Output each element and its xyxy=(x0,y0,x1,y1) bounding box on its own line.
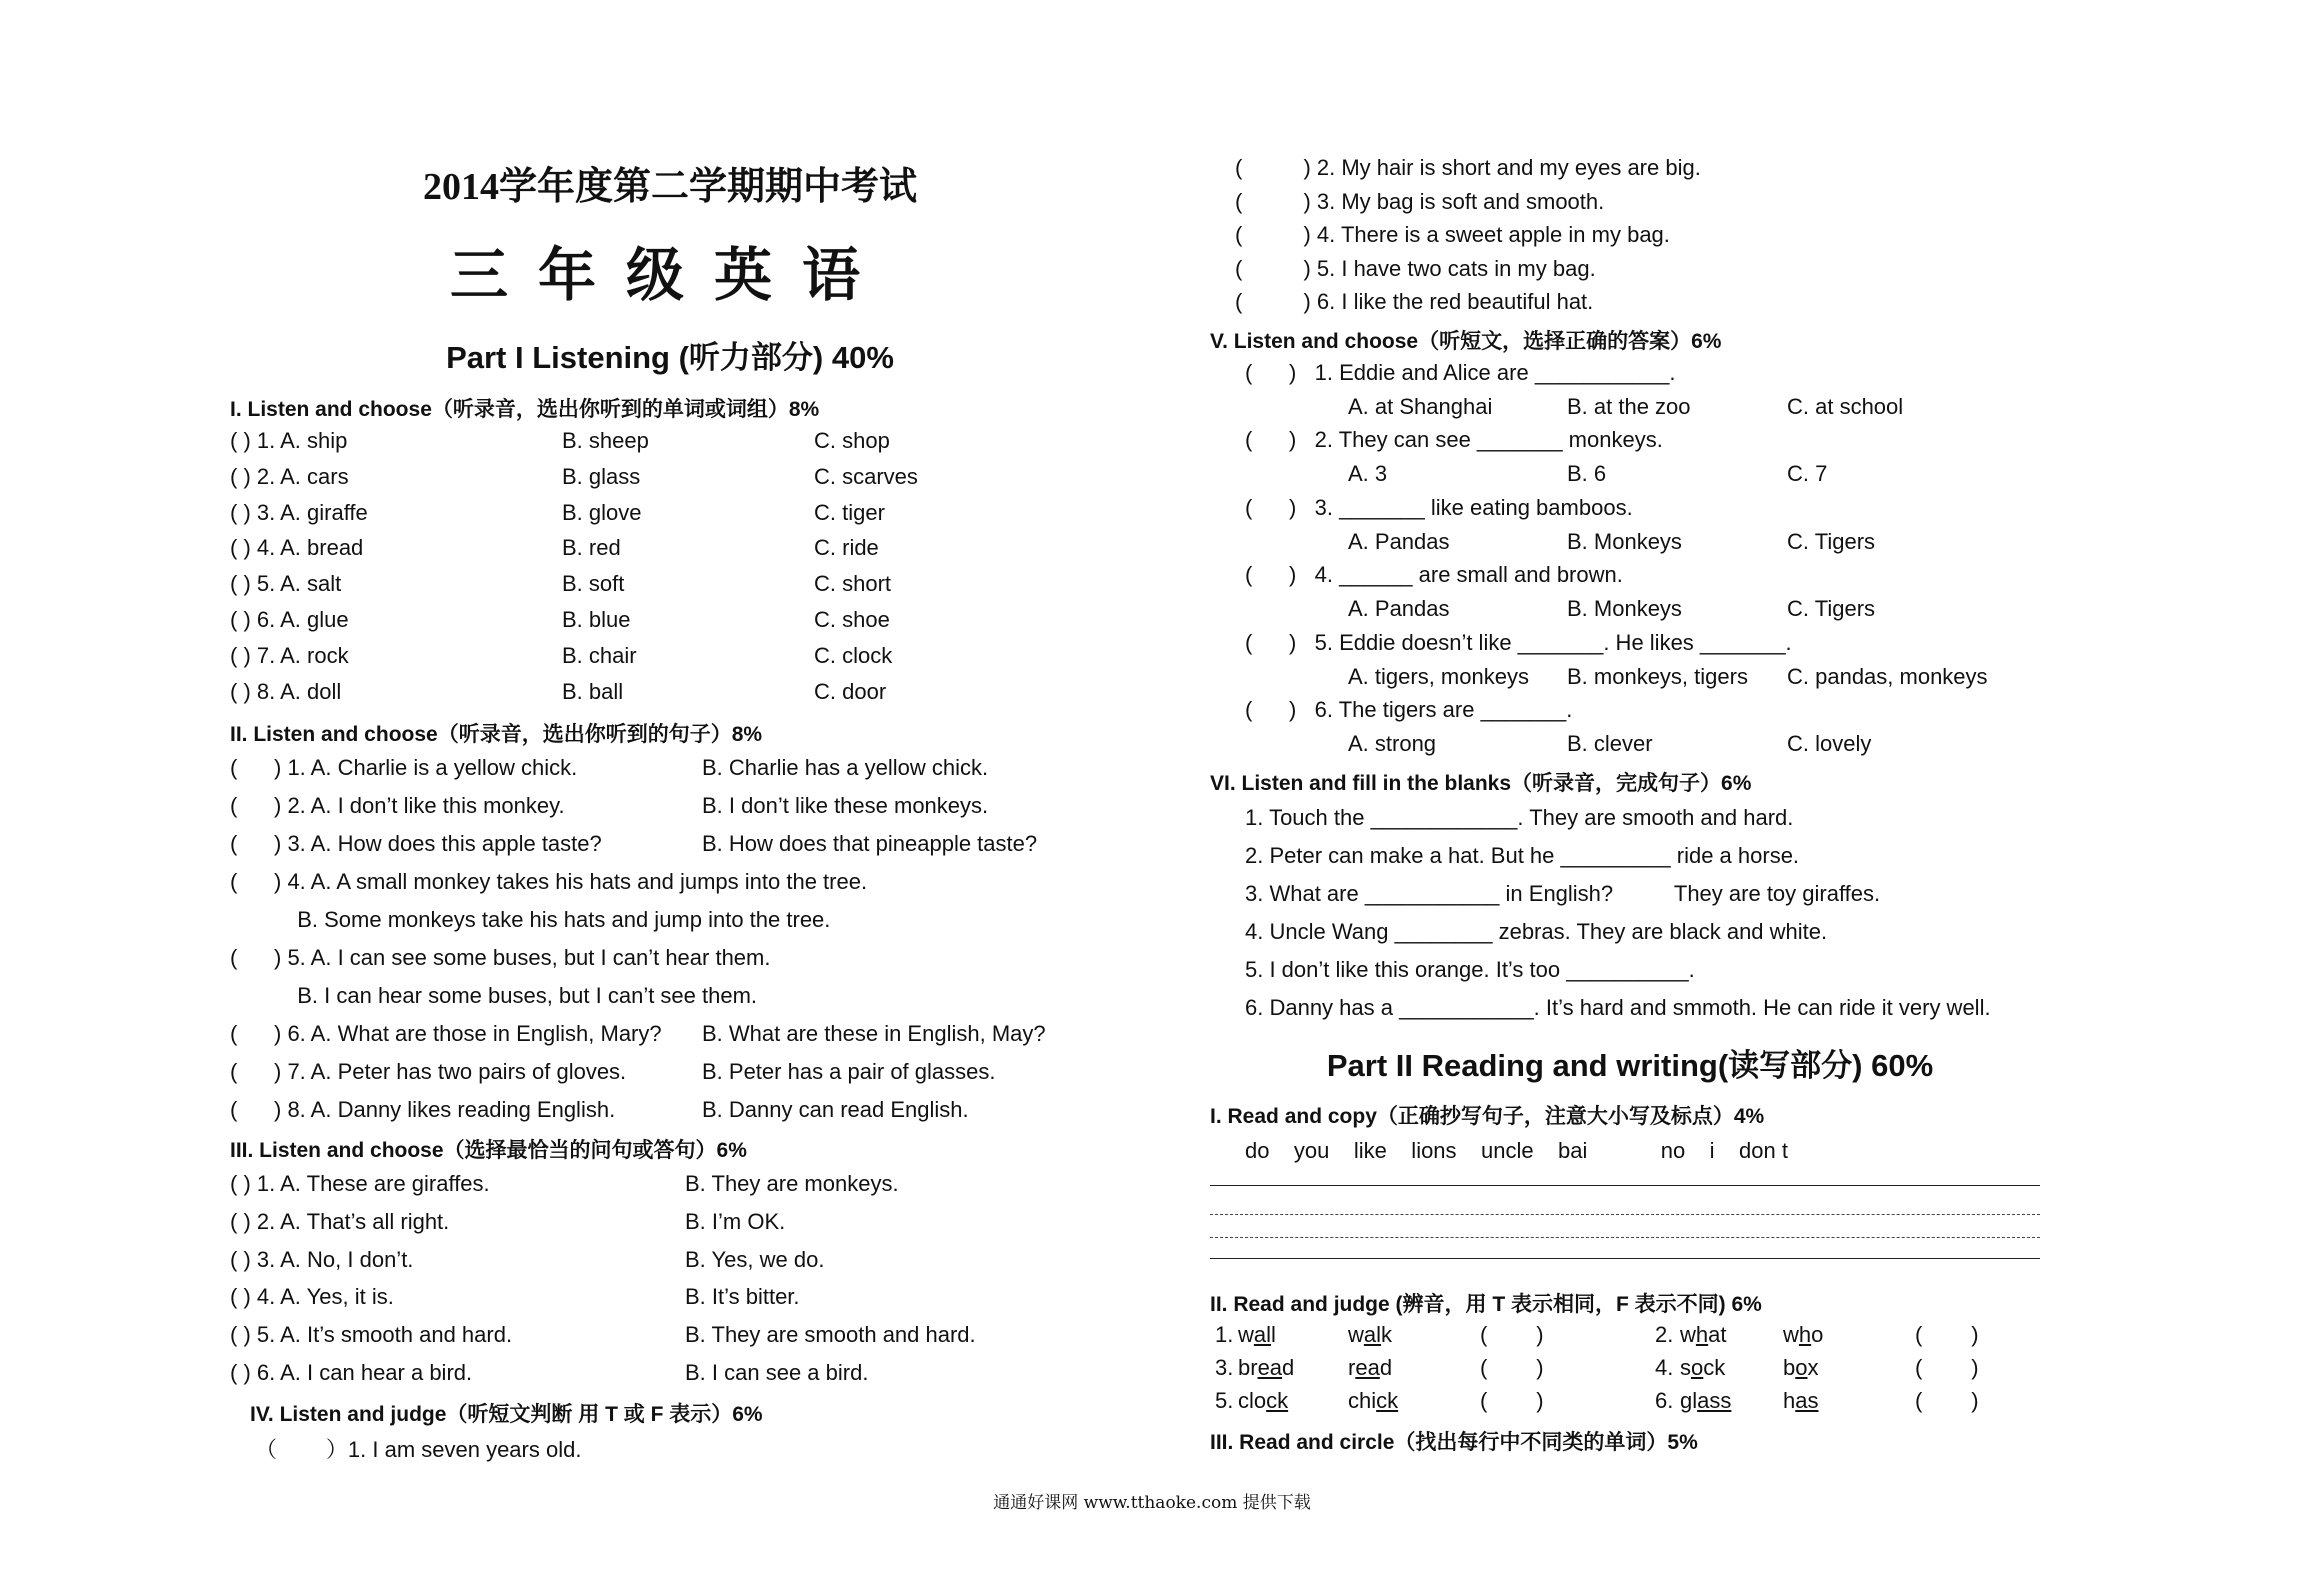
option-b: B. They are monkeys. xyxy=(685,1171,899,1196)
underlined-letters: ass xyxy=(1697,1388,1732,1413)
option-a: A. tigers, monkeys xyxy=(1348,663,1529,689)
option-b: B. Monkeys xyxy=(1567,528,1682,554)
word-part: w xyxy=(1238,1322,1254,1347)
choice-row xyxy=(230,571,1080,599)
phonics-row xyxy=(1210,1322,2070,1350)
option-a: ( ) 2. A. That’s all right. xyxy=(230,1208,450,1234)
option-c: C. 7 xyxy=(1787,461,1828,487)
option-b: B. What are these in English, May? xyxy=(702,1021,1046,1046)
answer-options xyxy=(1210,731,2070,759)
option-a: B. Some monkeys take his hats and jump into the tree. xyxy=(230,907,831,932)
word-part: h xyxy=(1783,1388,1796,1413)
exam-title: 2014学年度第二学期期中考试 xyxy=(422,166,917,208)
word-part: r xyxy=(1348,1355,1356,1380)
sentence-row xyxy=(230,1059,1080,1087)
fill-blank-item: 4. Uncle Wang ________ zebras. They are black and white. xyxy=(1245,919,1828,944)
section-heading: I. Listen and choose（听录音，选出你听到的单词或词组）8% xyxy=(230,398,820,421)
question: ( ) 5. Eddie doesn’t like _______. He likes _______. xyxy=(1245,629,1792,655)
section-heading: II. Listen and choose（听录音，选出你听到的句子）8% xyxy=(230,723,763,746)
option-a: A. at Shanghai xyxy=(1348,394,1493,419)
option-b: B. How does that pineapple taste? xyxy=(702,831,1038,856)
option-a: ( ) 6. A. What are those in English, Mary? xyxy=(230,1021,662,1046)
option-a: ( ) 5. A. salt xyxy=(230,571,342,597)
sentence-row xyxy=(230,1171,1080,1199)
question: ( ) 6. The tigers are _______. xyxy=(1245,697,1573,722)
option-b: B. I’m OK. xyxy=(685,1208,786,1234)
writing-line xyxy=(1210,1214,2040,1215)
option-b: B. chair xyxy=(562,642,637,668)
item-number: 2. xyxy=(1655,1322,1674,1347)
item-number: 1. xyxy=(1215,1322,1234,1347)
option-a: ( ) 7. A. rock xyxy=(230,642,349,668)
word-part: x xyxy=(1807,1355,1819,1380)
option-a: ( ) 2. A. cars xyxy=(230,463,349,489)
answer-paren: ( ) xyxy=(1480,1355,1544,1380)
option-a: ( ) 8. A. Danny likes reading English. xyxy=(230,1097,616,1122)
option-c: C. at school xyxy=(1787,394,1904,419)
option-b: B. at the zoo xyxy=(1567,394,1691,419)
fill-blank-item: 2. Peter can make a hat. But he _________ ride a horse. xyxy=(1245,843,1800,868)
option-a: ( ) 2. A. I don’t like this monkey. xyxy=(230,793,565,818)
word-part: ck xyxy=(1703,1355,1726,1380)
word-part: chi xyxy=(1348,1388,1377,1413)
option-b: B. I don’t like these monkeys. xyxy=(702,793,989,818)
answer-options xyxy=(1210,529,2070,557)
word-part: w xyxy=(1783,1322,1799,1347)
option-c: C. Tigers xyxy=(1787,528,1876,554)
sentence-row xyxy=(230,945,1080,973)
option-c: C. pandas, monkeys xyxy=(1787,663,1988,689)
sentence-row xyxy=(230,755,1080,783)
option-c: C. clock xyxy=(814,642,893,668)
option-a: ( ) 1. A. Charlie is a yellow chick. xyxy=(230,755,578,780)
option-a: A. strong xyxy=(1348,731,1437,756)
fill-blank-item: 1. Touch the ____________. They are smooth and hard. xyxy=(1245,805,1794,830)
underlined-letters: ck xyxy=(1376,1388,1399,1413)
underlined-letters: al xyxy=(1253,1322,1272,1347)
phonics-row xyxy=(1210,1388,2070,1416)
word-2 xyxy=(1348,1322,1392,1348)
judge-item: ( ) 2. My hair is short and my eyes are big. xyxy=(1235,155,1701,180)
item-number: 5. xyxy=(1215,1388,1234,1413)
word-2 xyxy=(1783,1388,1819,1414)
word-2 xyxy=(1348,1388,1398,1414)
option-b: B. blue xyxy=(562,607,631,632)
option-a: ( ) 5. A. I can see some buses, but I can’t hear them. xyxy=(230,945,771,970)
sentence-row xyxy=(230,1021,1080,1049)
judge-item: （ ）1. I am seven years old. xyxy=(255,1437,582,1462)
question: ( ) 3. _______ like eating bamboos. xyxy=(1245,494,1633,520)
word-1 xyxy=(1238,1355,1294,1381)
underlined-letters: al xyxy=(1363,1322,1382,1347)
option-a: ( ) 3. A. No, I don’t. xyxy=(230,1246,414,1272)
answer-paren: ( ) xyxy=(1915,1322,1979,1347)
sentence-row xyxy=(230,1322,1080,1350)
underlined-letters: ck xyxy=(1266,1388,1289,1413)
word-part: l xyxy=(1271,1322,1276,1347)
option-c: C. short xyxy=(814,571,892,597)
underlined-letters: as xyxy=(1795,1388,1819,1413)
fill-blank-item: 5. I don’t like this orange. It’s too __________. xyxy=(1245,957,1695,982)
answer-options xyxy=(1210,394,2070,422)
item-number: 3. xyxy=(1215,1355,1234,1380)
judge-item: ( ) 5. I have two cats in my bag. xyxy=(1235,256,1596,281)
sentence-row xyxy=(230,983,1080,1011)
option-b: B. sheep xyxy=(562,428,649,453)
word-part: at xyxy=(1708,1322,1727,1347)
word-1 xyxy=(1238,1322,1276,1348)
option-b: B. It’s bitter. xyxy=(685,1284,800,1310)
part1-title: Part I Listening (听力部分) 40% xyxy=(446,340,894,375)
option-c: C. ride xyxy=(814,535,879,561)
phonics-row xyxy=(1210,1355,2070,1383)
sentence-row xyxy=(230,1284,1080,1312)
section-heading: VI. Listen and fill in the blanks（听录音，完成句子）6% xyxy=(1210,772,1752,795)
underlined-letters: ea xyxy=(1257,1355,1283,1380)
option-b: B. They are smooth and hard. xyxy=(685,1322,976,1348)
option-a: ( ) 6. A. glue xyxy=(230,607,349,632)
footer-credit: 通通好课网 www.tthaoke.com 提供下载 xyxy=(993,1493,1311,1513)
option-a: A. 3 xyxy=(1348,461,1388,487)
option-a: A. Pandas xyxy=(1348,528,1450,554)
option-c: C. scarves xyxy=(814,463,918,489)
sentence-row xyxy=(230,831,1080,859)
judge-item: ( ) 4. There is a sweet apple in my bag. xyxy=(1235,222,1670,247)
section-heading: I. Read and copy（正确抄写句子，注意大小写及标点）4% xyxy=(1210,1105,1765,1128)
question: ( ) 1. Eddie and Alice are ___________. xyxy=(1245,360,1676,385)
word-2 xyxy=(1783,1355,1819,1381)
answer-options xyxy=(1210,596,2070,624)
word-1 xyxy=(1680,1388,1731,1414)
option-b: B. ball xyxy=(562,678,624,704)
option-b: B. 6 xyxy=(1567,461,1607,487)
option-a: ( ) 4. A. Yes, it is. xyxy=(230,1284,394,1310)
sentence-row xyxy=(230,907,1080,935)
word-part: clo xyxy=(1238,1388,1267,1413)
option-b: B. red xyxy=(562,535,621,561)
item-number: 4. xyxy=(1655,1355,1674,1380)
option-b: B. Yes, we do. xyxy=(685,1246,825,1272)
word-part: w xyxy=(1680,1322,1696,1347)
sentence-row xyxy=(230,793,1080,821)
choice-row xyxy=(230,500,1080,528)
option-b: B. glove xyxy=(562,499,642,525)
choice-row xyxy=(230,607,1080,635)
word-part: d xyxy=(1379,1355,1393,1380)
writing-line xyxy=(1210,1237,2040,1238)
option-a: ( ) 1. A. These are giraffes. xyxy=(230,1171,490,1196)
word-part: br xyxy=(1238,1355,1258,1380)
option-a: ( ) 1. A. ship xyxy=(230,428,348,453)
part2-title: Part II Reading and writing(读写部分) 60% xyxy=(1326,1048,1934,1083)
option-c: C. tiger xyxy=(814,499,885,525)
word-part: w xyxy=(1348,1322,1364,1347)
word-1 xyxy=(1680,1322,1727,1348)
option-c: C. Tigers xyxy=(1787,596,1876,622)
option-a: ( ) 8. A. doll xyxy=(230,678,342,704)
fill-blank-item: 3. What are ___________ in English? They are toy giraffes. xyxy=(1245,881,1881,906)
option-c: C. shoe xyxy=(814,607,890,632)
choice-row xyxy=(230,643,1080,671)
option-b: B. glass xyxy=(562,463,641,489)
option-b: B. Peter has a pair of glasses. xyxy=(702,1059,996,1084)
answer-paren: ( ) xyxy=(1480,1388,1544,1413)
underlined-letters: h xyxy=(1695,1322,1709,1347)
option-b: B. Monkeys xyxy=(1567,596,1682,622)
sentence-row xyxy=(230,1209,1080,1237)
sentence-row xyxy=(230,869,1080,897)
word-2 xyxy=(1783,1322,1823,1348)
underlined-letters: o xyxy=(1691,1355,1704,1380)
writing-line xyxy=(1210,1258,2040,1259)
option-a: ( ) 3. A. giraffe xyxy=(230,499,368,525)
option-b: B. Charlie has a yellow chick. xyxy=(702,755,989,780)
option-a: ( ) 7. A. Peter has two pairs of gloves. xyxy=(230,1059,627,1084)
copy-words: do you like lions uncle bai no i don t xyxy=(1245,1138,1788,1163)
answer-paren: ( ) xyxy=(1915,1388,1979,1413)
sentence-row xyxy=(230,1097,1080,1125)
option-b: B. I can see a bird. xyxy=(685,1360,869,1385)
option-a: B. I can hear some buses, but I can’t see them. xyxy=(230,983,758,1008)
word-1 xyxy=(1680,1355,1725,1381)
choice-row xyxy=(230,679,1080,707)
option-c: C. door xyxy=(814,678,887,704)
item-number: 6. xyxy=(1655,1388,1674,1413)
section-heading: IV. Listen and judge（听短文判断 用 T 或 F 表示）6% xyxy=(250,1403,763,1426)
word-part: k xyxy=(1381,1322,1393,1347)
option-b: B. Danny can read English. xyxy=(702,1097,969,1122)
underlined-letters: h xyxy=(1798,1322,1812,1347)
answer-paren: ( ) xyxy=(1480,1322,1544,1347)
option-a: ( ) 3. A. How does this apple taste? xyxy=(230,831,602,856)
option-a: ( ) 4. A. bread xyxy=(230,535,364,561)
option-a: ( ) 6. A. I can hear a bird. xyxy=(230,1360,473,1385)
answer-options xyxy=(1210,664,2070,692)
question: ( ) 2. They can see _______ monkeys. xyxy=(1245,427,1663,453)
option-b: B. clever xyxy=(1567,731,1653,756)
word-part: gl xyxy=(1680,1388,1698,1413)
word-2 xyxy=(1348,1355,1392,1381)
underlined-letters: o xyxy=(1795,1355,1808,1380)
option-c: C. shop xyxy=(814,428,890,453)
word-part: b xyxy=(1783,1355,1796,1380)
fill-blank-item: 6. Danny has a ___________. It’s hard and smmoth. He can ride it very well. xyxy=(1245,995,1991,1020)
answer-paren: ( ) xyxy=(1915,1355,1979,1380)
underlined-letters: ea xyxy=(1355,1355,1380,1380)
section-heading: III. Listen and choose（选择最恰当的问句或答句）6% xyxy=(230,1139,747,1162)
writing-line xyxy=(1210,1185,2040,1186)
choice-row xyxy=(230,428,1080,456)
question: ( ) 4. ______ are small and brown. xyxy=(1245,562,1623,588)
word-part: s xyxy=(1680,1355,1691,1380)
word-part: o xyxy=(1811,1322,1824,1347)
word-part: d xyxy=(1282,1355,1295,1380)
word-1 xyxy=(1238,1388,1288,1414)
choice-row xyxy=(230,535,1080,563)
judge-item: ( ) 3. My bag is soft and smooth. xyxy=(1235,189,1605,214)
sentence-row xyxy=(230,1247,1080,1275)
option-a: A. Pandas xyxy=(1348,596,1450,622)
option-b: B. monkeys, tigers xyxy=(1567,663,1748,689)
section-heading: II. Read and judge (辨音，用 T 表示相同，F 表示不同) 6% xyxy=(1210,1293,1762,1316)
judge-item: ( ) 6. I like the red beautiful hat. xyxy=(1235,289,1594,314)
option-a: ( ) 5. A. It’s smooth and hard. xyxy=(230,1322,513,1348)
section-heading: III. Read and circle（找出每行中不同类的单词）5% xyxy=(1210,1431,1698,1454)
section-heading: V. Listen and choose（听短文，选择正确的答案）6% xyxy=(1210,330,1722,353)
answer-options xyxy=(1210,461,2070,489)
choice-row xyxy=(230,464,1080,492)
sentence-row xyxy=(230,1360,1080,1388)
exam-subtitle: 三年级英语 xyxy=(449,241,890,309)
option-c: C. lovely xyxy=(1787,731,1872,756)
option-a: ( ) 4. A. A small monkey takes his hats and jumps into the tree. xyxy=(230,869,868,894)
option-b: B. soft xyxy=(562,571,625,597)
